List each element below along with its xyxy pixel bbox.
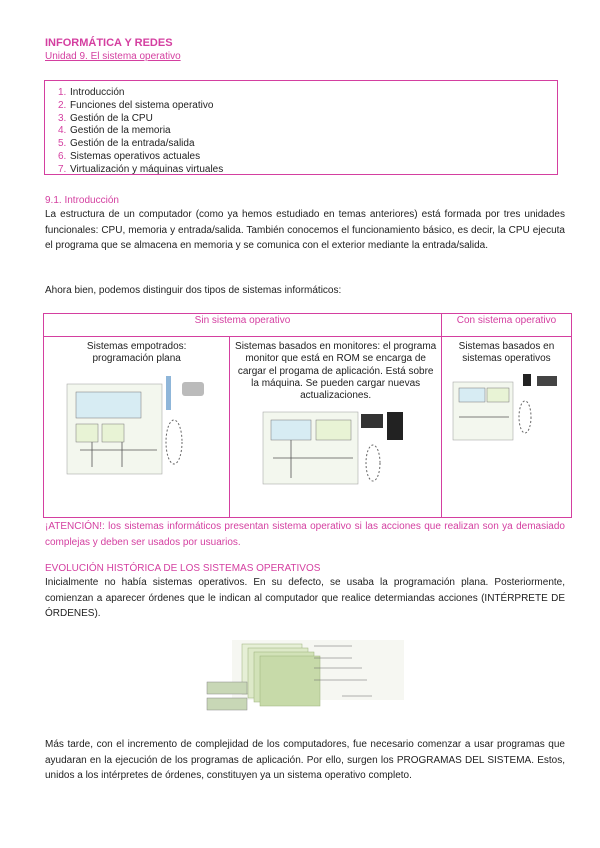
embedded-systems-text: Sistemas empotrados: programación plana	[86, 341, 187, 365]
embedded-system-diagram	[62, 372, 212, 482]
systems-lead-paragraph: Ahora bien, podemos distinguir dos tipos de sistemas informáticos:	[45, 285, 342, 296]
os-system-diagram	[451, 372, 561, 444]
toc-item[interactable]: 5. Gestión de la entrada/salida	[58, 138, 195, 150]
monitor-systems-text: Sistemas basados en monitores: el programa monitor que está en ROM se encarga de cargar el progama de aplicación. Está sobre la máquina. Se pueden cargar nuevas actualizaciones.	[235, 341, 437, 402]
os-systems-text: Sistemas basados en sistemas operativos	[458, 341, 555, 365]
monitor-system-diagram	[261, 408, 411, 488]
intro-paragraph: La estructura de un computador (como ya hemos estudiado en temas anteriores) está formada por tres unidades funcionales: CPU, memoria y entrada/salida. También conocemos el funcionamiento básico, es decir, la CPU ejecuta el programa que se almacena en memoria y se comunica con el exterior mediante la entrada/salida.	[45, 209, 565, 251]
section-heading-evolution: EVOLUCIÓN HISTÓRICA DE LOS SISTEMAS OPERATIVOS	[45, 563, 321, 574]
table-of-contents	[44, 80, 558, 175]
toc-item[interactable]: 7. Virtualización y máquinas virtuales	[58, 163, 224, 175]
evolution-paragraph-1: Inicialmente no había sistemas operativos. En su defecto, se usaba la programación plana. Posteriormente, comienzan a aparecer órdenes que le indican al computador que realice determiandas acciones (INTÉRPRETE DE ÓRDENES).	[45, 577, 565, 619]
cell-embedded-systems	[44, 337, 230, 518]
header-without-os: Sin sistema operativo	[44, 314, 442, 337]
systems-table	[43, 313, 572, 518]
toc-item[interactable]: 6. Sistemas operativos actuales	[58, 150, 201, 162]
cell-monitor-systems	[230, 337, 442, 518]
os-evolution-diagram	[202, 636, 406, 714]
document-title: INFORMÁTICA Y REDES	[45, 37, 173, 49]
toc-item[interactable]: 4. Gestión de la memoria	[58, 125, 171, 137]
section-heading-intro: 9.1. Introducción	[45, 195, 119, 206]
toc-item[interactable]: 3. Gestión de la CPU	[58, 112, 153, 124]
unit-link[interactable]: Unidad 9. El sistema operativo	[45, 51, 181, 62]
toc-item[interactable]: 2. Funciones del sistema operativo	[58, 99, 214, 111]
evolution-paragraph-2: Más tarde, con el incremento de complejidad de los computadores, fue necesario comenzar a usar programas que ayudaran en la ejecución de los programas de aplicación. Por ello, surgen los PROGRAMAS DEL SISTEMA. Estos, unidos a los intérpretes de órdenes, constituyen ya un sistema operativo completo.	[45, 739, 565, 781]
cell-os-systems	[441, 337, 571, 518]
toc-item[interactable]: 1. Introducción	[58, 87, 125, 98]
attention-note	[45, 519, 565, 550]
header-with-os: Con sistema operativo	[441, 314, 571, 337]
attention-text: ¡ATENCIÓN!: los sistemas informáticos presentan sistema operativo si las acciones que realizan son ya demasiado complejas y deben ser usados por usuarios.	[45, 521, 565, 548]
